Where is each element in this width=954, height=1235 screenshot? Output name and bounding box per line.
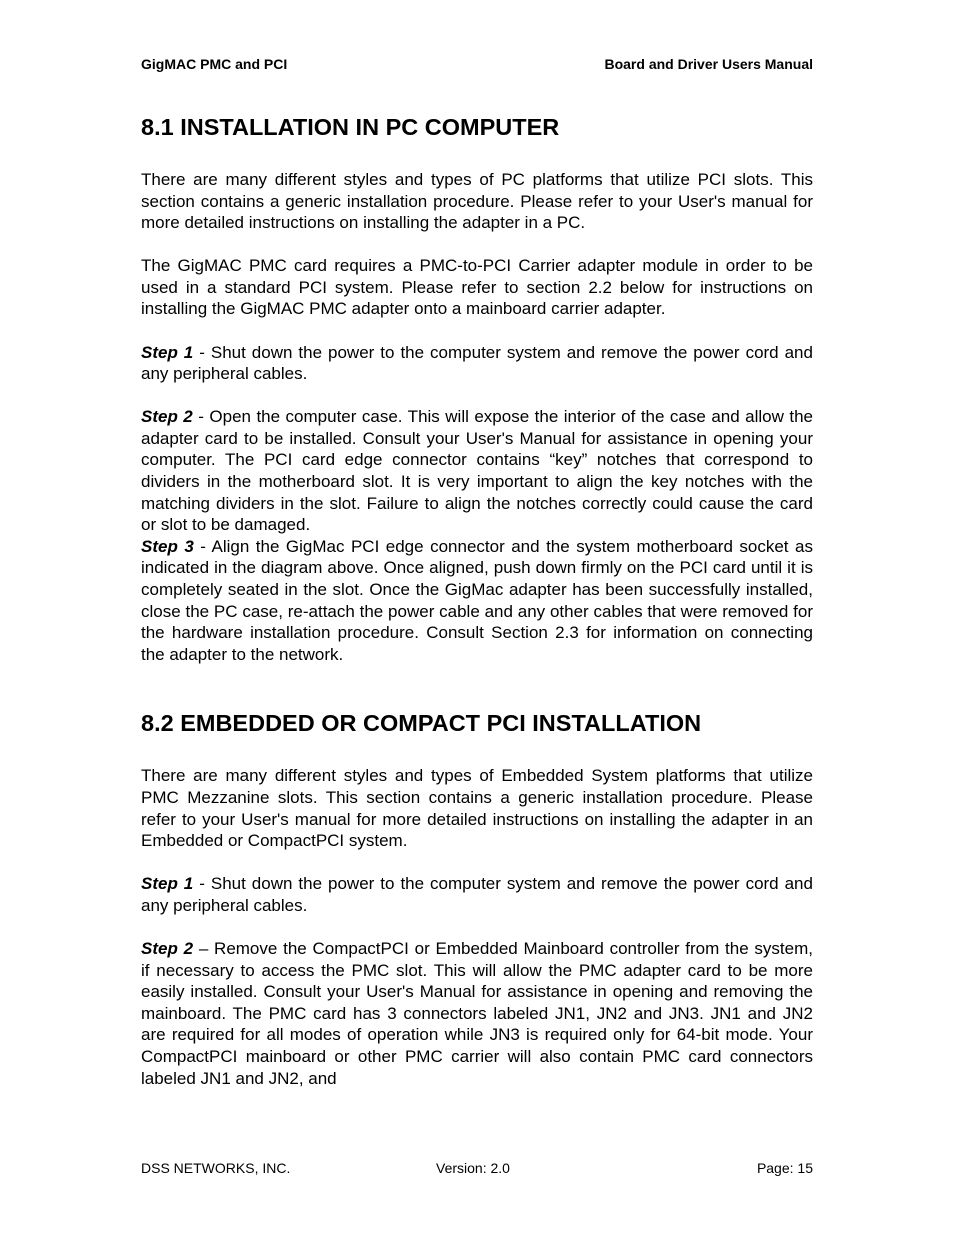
section-8-1-paragraph-1: There are many different styles and types of PC platforms that utilize PCI slots. This section contains a generic installation procedure. Please refer to your User's manual for more detailed instructions on installing the adapter in a PC.: [141, 170, 813, 233]
footer-company: DSS NETWORKS, INC.: [141, 1160, 291, 1176]
step-text: - Shut down the power to the computer system and remove the power cord and any peripheral cables.: [141, 874, 813, 915]
step-label: Step 1: [141, 874, 194, 894]
step-label: Step 1: [141, 342, 194, 362]
page-content: [141, 112, 813, 1089]
footer-page-number: Page: 15: [756, 1160, 813, 1176]
section-8-1-step-2: [141, 406, 813, 536]
step-label: Step 3: [141, 536, 194, 556]
section-8-1-step-1: [141, 342, 813, 385]
step-label: Step 2: [141, 407, 193, 427]
section-8-2-paragraph-1: There are many different styles and types of Embedded System platforms that utilize PMC Mezzanine slots. This section contains a generic installation procedure. Please refer to your User's manual for more detailed instructions on installing the adapter in an Embedded or CompactPCI system.: [141, 766, 813, 851]
header-doc-title: GigMAC PMC and PCI: [141, 56, 288, 72]
section-8-2-heading: 8.2 EMBEDDED OR COMPACT PCI INSTALLATION: [141, 710, 702, 737]
step-text: – Remove the CompactPCI or Embedded Mainboard controller from the system, if necessary to access the PMC slot. This will allow the PMC adapter card to be more easily installed. Consult your User's Manual for assistance in opening and removing the mainboard. The PMC card has 3 connectors labeled JN1, JN2 and JN3. JN1 and JN2 are required for all modes of operation while JN3 is required only for 64-bit mode. Your CompactPCI mainboard or other PMC carrier will also contain PMC card connectors labeled JN1 and JN2, and: [141, 938, 813, 1088]
section-8-2-step-2: [141, 938, 813, 1089]
step-label: Step 2: [141, 938, 194, 958]
section-8-2-step-1: [141, 873, 813, 916]
step-text: - Shut down the power to the computer system and remove the power cord and any peripheral cables.: [141, 342, 813, 384]
footer-version: Version: 2.0: [436, 1160, 510, 1176]
section-8-1-paragraph-2: The GigMAC PMC card requires a PMC-to-PCI Carrier adapter module in order to be used in a standard PCI system. Please refer to section 2.2 below for instructions on installing the GigMAC PMC adapter onto a mainboard carrier adapter.: [141, 256, 813, 319]
header-manual-title: Board and Driver Users Manual: [604, 56, 813, 72]
section-8-1-heading: 8.1 INSTALLATION IN PC COMPUTER: [141, 114, 560, 140]
step-text: - Align the GigMac PCI edge connector and the system motherboard socket as indicated in the diagram above. Once aligned, push down firmly on the PCI card until it is completely seated in the slot. Once the GigMac adapter has been successfully installed, close the PC case, re-attach the power cable and any other cables that were removed for the hardware installation procedure. Consult Section 2.3 for information on connecting the adapter to the network.: [141, 536, 813, 664]
section-8-1-step-3: [141, 536, 813, 666]
step-text: - Open the computer case. This will expose the interior of the case and allow the adapter card to be installed. Consult your User's Manual for assistance in opening your computer. The PCI card edge connector contains “key” notches that correspond to dividers in the motherboard slot. It is very important to align the key notches with the matching dividers in the slot. Failure to align the notches correctly could cause the card or slot to be damaged.: [141, 407, 813, 535]
